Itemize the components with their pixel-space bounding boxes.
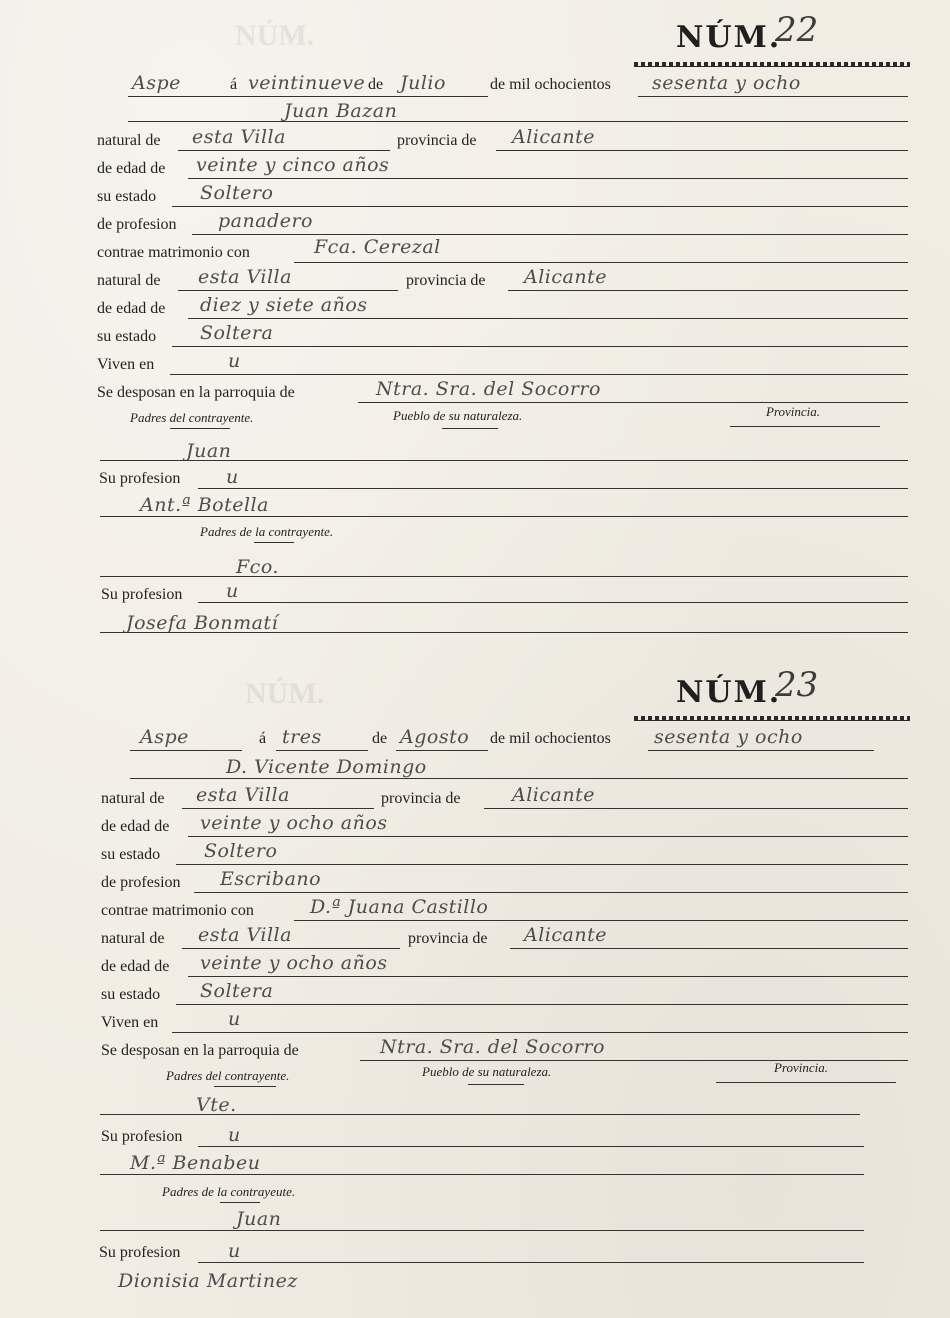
bleed-through-heading: NÚM. bbox=[245, 677, 325, 710]
fill-line bbox=[192, 234, 908, 235]
year-prefix-label: de mil ochocientos bbox=[490, 730, 611, 747]
groom-father-profesion-handwritten: u bbox=[226, 466, 239, 488]
bride-father-profesion-handwritten: u bbox=[228, 1240, 241, 1262]
groom-edad-handwritten: veinte y cinco años bbox=[196, 154, 390, 176]
padres-contrayente-f-caption: Padres de la contrayeute. bbox=[162, 1184, 296, 1199]
natural-de-label: natural de bbox=[97, 272, 161, 289]
fill-line bbox=[188, 836, 908, 837]
groom-natural-handwritten: esta Villa bbox=[196, 784, 290, 806]
fill-line bbox=[130, 778, 908, 779]
caption-rule bbox=[468, 1084, 524, 1085]
ornamental-rule bbox=[634, 716, 910, 721]
contrae-label: contrae matrimonio con bbox=[101, 902, 254, 919]
fill-line bbox=[182, 948, 400, 949]
bride-father-profesion-handwritten: u bbox=[226, 580, 239, 602]
bride-edad-handwritten: diez y siete años bbox=[200, 294, 368, 316]
a-label: á bbox=[230, 76, 238, 93]
profesion-label: de profesion bbox=[97, 216, 177, 233]
fill-line bbox=[178, 150, 390, 151]
provincia-label: provincia de bbox=[408, 930, 488, 947]
record-number-value: 22 bbox=[775, 10, 819, 50]
groom-father-handwritten: Juan bbox=[186, 440, 232, 462]
fill-line bbox=[396, 750, 488, 751]
fill-line bbox=[648, 750, 874, 751]
fill-line bbox=[172, 206, 908, 207]
fill-line bbox=[198, 602, 908, 603]
groom-mother-handwritten: M.ª Benabeu bbox=[130, 1152, 261, 1174]
fill-line bbox=[170, 374, 908, 375]
fill-line bbox=[100, 576, 908, 577]
year-handwritten: sesenta y ocho bbox=[654, 726, 803, 748]
fill-line bbox=[198, 1146, 864, 1147]
caption-rule bbox=[254, 542, 294, 543]
record-number-value: 23 bbox=[775, 665, 819, 705]
fill-line bbox=[496, 150, 908, 151]
fill-line bbox=[276, 750, 368, 751]
estado-label: su estado bbox=[97, 328, 157, 345]
natural-de-label: natural de bbox=[97, 132, 161, 149]
provincia-label: provincia de bbox=[406, 272, 486, 289]
fill-line bbox=[188, 976, 908, 977]
bride-name-handwritten: D.ª Juana Castillo bbox=[310, 896, 489, 918]
bride-father-handwritten: Juan bbox=[236, 1208, 282, 1230]
edad-label: de edad de bbox=[97, 160, 166, 177]
bride-estado-handwritten: Soltera bbox=[200, 980, 274, 1002]
record-number-label: NÚM. bbox=[676, 20, 782, 55]
edad-label: de edad de bbox=[101, 958, 170, 975]
provincia-label: provincia de bbox=[381, 790, 461, 807]
bride-mother-handwritten: Josefa Bonmatí bbox=[126, 612, 279, 634]
bleed-through-heading: NÚM. bbox=[235, 19, 315, 52]
bride-natural-handwritten: esta Villa bbox=[198, 924, 292, 946]
parroquia-handwritten: Ntra. Sra. del Socorro bbox=[376, 378, 601, 400]
groom-provincia-handwritten: Alicante bbox=[512, 784, 595, 806]
fill-line bbox=[638, 96, 908, 97]
bride-natural-handwritten: esta Villa bbox=[198, 266, 292, 288]
fill-line bbox=[176, 1004, 908, 1005]
bride-father-handwritten: Fco. bbox=[236, 556, 279, 578]
fill-line bbox=[100, 632, 908, 633]
provincia-caption: Provincia. bbox=[774, 1060, 829, 1075]
de-label: de bbox=[368, 76, 384, 93]
provincia-caption: Provincia. bbox=[766, 404, 821, 419]
groom-name-handwritten: Juan Bazan bbox=[284, 100, 398, 122]
fill-line bbox=[172, 1032, 908, 1033]
fill-line bbox=[198, 1262, 864, 1263]
viven-handwritten: u bbox=[228, 350, 241, 372]
groom-estado-handwritten: Soltero bbox=[200, 182, 274, 204]
de-label: de bbox=[372, 730, 388, 747]
estado-label: su estado bbox=[101, 986, 161, 1003]
ornamental-rule bbox=[634, 62, 910, 67]
edad-label: de edad de bbox=[101, 818, 170, 835]
bride-provincia-handwritten: Alicante bbox=[524, 924, 607, 946]
fill-line bbox=[294, 920, 908, 921]
caption-rule bbox=[730, 426, 880, 427]
fill-line bbox=[128, 96, 488, 97]
caption-rule bbox=[442, 428, 498, 429]
day-handwritten: veintinueve bbox=[248, 72, 366, 94]
fill-line bbox=[100, 1230, 864, 1231]
padres-contrayente-caption: Padres del contrayente. bbox=[166, 1068, 290, 1083]
natural-de-label: natural de bbox=[101, 930, 165, 947]
natural-de-label: natural de bbox=[101, 790, 165, 807]
provincia-label: provincia de bbox=[397, 132, 477, 149]
viven-label: Viven en bbox=[101, 1014, 159, 1031]
place-handwritten: Aspe bbox=[140, 726, 189, 748]
fill-line bbox=[100, 1174, 864, 1175]
groom-name-handwritten: D. Vicente Domingo bbox=[226, 756, 427, 778]
place-handwritten: Aspe bbox=[132, 72, 181, 94]
estado-label: su estado bbox=[97, 188, 157, 205]
groom-estado-handwritten: Soltero bbox=[204, 840, 278, 862]
bride-name-handwritten: Fca. Cerezal bbox=[314, 236, 441, 258]
estado-label: su estado bbox=[101, 846, 161, 863]
fill-line bbox=[100, 460, 908, 461]
fill-line bbox=[188, 318, 908, 319]
year-handwritten: sesenta y ocho bbox=[652, 72, 801, 94]
su-profesion-label: Su profesion bbox=[101, 1128, 183, 1145]
bride-provincia-handwritten: Alicante bbox=[524, 266, 607, 288]
groom-profesion-handwritten: Escribano bbox=[220, 868, 322, 890]
fill-line bbox=[508, 290, 908, 291]
groom-father-handwritten: Vte. bbox=[196, 1094, 237, 1116]
groom-provincia-handwritten: Alicante bbox=[512, 126, 595, 148]
fill-line bbox=[484, 808, 908, 809]
fill-line bbox=[128, 121, 908, 122]
record-number-label: NÚM. bbox=[676, 675, 782, 710]
profesion-label: de profesion bbox=[101, 874, 181, 891]
groom-mother-handwritten: Ant.ª Botella bbox=[140, 494, 269, 516]
viven-handwritten: u bbox=[228, 1008, 241, 1030]
month-handwritten: Julio bbox=[400, 72, 446, 94]
pueblo-caption: Pueblo de su naturaleza. bbox=[393, 408, 523, 423]
pueblo-caption: Pueblo de su naturaleza. bbox=[422, 1064, 552, 1079]
bride-estado-handwritten: Soltera bbox=[200, 322, 274, 344]
su-profesion-label: Su profesion bbox=[101, 586, 183, 603]
viven-label: Viven en bbox=[97, 356, 155, 373]
contrae-label: contrae matrimonio con bbox=[97, 244, 250, 261]
groom-edad-handwritten: veinte y ocho años bbox=[200, 812, 388, 834]
fill-line bbox=[176, 864, 908, 865]
fill-line bbox=[198, 488, 908, 489]
groom-father-profesion-handwritten: u bbox=[228, 1124, 241, 1146]
bride-mother-handwritten: Dionisia Martinez bbox=[118, 1270, 298, 1292]
a-label: á bbox=[259, 730, 267, 747]
parroquia-handwritten: Ntra. Sra. del Socorro bbox=[380, 1036, 605, 1058]
fill-line bbox=[100, 516, 908, 517]
fill-line bbox=[172, 346, 908, 347]
fill-line bbox=[510, 948, 908, 949]
parroquia-label: Se desposan en la parroquia de bbox=[97, 384, 295, 401]
padres-contrayente-caption: Padres del contrayente. bbox=[130, 410, 254, 425]
caption-rule bbox=[170, 428, 230, 429]
caption-rule bbox=[214, 1086, 276, 1087]
parroquia-label: Se desposan en la parroquia de bbox=[101, 1042, 299, 1059]
fill-line bbox=[130, 750, 242, 751]
fill-line bbox=[358, 402, 908, 403]
fill-line bbox=[294, 262, 908, 263]
fill-line bbox=[182, 808, 374, 809]
fill-line bbox=[188, 178, 908, 179]
bride-edad-handwritten: veinte y ocho años bbox=[200, 952, 388, 974]
edad-label: de edad de bbox=[97, 300, 166, 317]
su-profesion-label: Su profesion bbox=[99, 1244, 181, 1261]
day-handwritten: tres bbox=[282, 726, 322, 748]
caption-rule bbox=[716, 1082, 896, 1083]
fill-line bbox=[178, 290, 398, 291]
year-prefix-label: de mil ochocientos bbox=[490, 76, 611, 93]
month-handwritten: Agosto bbox=[400, 726, 470, 748]
caption-rule bbox=[220, 1202, 260, 1203]
su-profesion-label: Su profesion bbox=[99, 470, 181, 487]
padres-contrayente-f-caption: Padres de la contrayente. bbox=[200, 524, 334, 539]
groom-natural-handwritten: esta Villa bbox=[192, 126, 286, 148]
fill-line bbox=[194, 892, 908, 893]
groom-profesion-handwritten: panadero bbox=[218, 210, 313, 232]
fill-line bbox=[100, 1114, 860, 1115]
